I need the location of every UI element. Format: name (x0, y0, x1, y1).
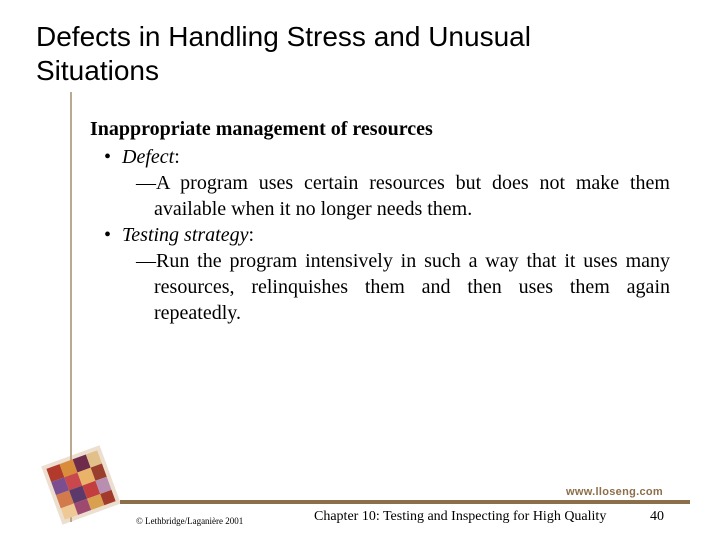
bullet-defect: • Defect: (104, 146, 180, 168)
footer-url: www.lloseng.com (566, 486, 663, 498)
bullet-dot-icon: • (104, 224, 112, 246)
footer-copyright: © Lethbridge/Laganière 2001 (136, 516, 244, 526)
bullet-label-testing-strategy: Testing strategy (122, 224, 249, 246)
footer-rule (120, 500, 690, 504)
bullet-label-defect: Defect (122, 146, 175, 168)
bullet-sub-defect: —A program uses certain resources but does not make them available when it no longer needs them. (136, 172, 670, 220)
slide-title: Defects in Handling Stress and Unusual Situations (36, 21, 531, 86)
bullet-sub-testing-strategy: —Run the program intensively in such a way that it uses many resources, relinquishes them and then uses them again repeatedly. (136, 250, 670, 324)
bullet-dot-icon: • (104, 146, 112, 168)
slide-body (90, 116, 670, 326)
page-number: 40 (650, 509, 664, 524)
bullet-testing-strategy: • Testing strategy: (104, 224, 255, 246)
section-heading: Inappropriate management of resources (90, 118, 433, 140)
quilt-logo-icon (36, 440, 126, 530)
footer-chapter: Chapter 10: Testing and Inspecting for High Quality (314, 509, 607, 524)
